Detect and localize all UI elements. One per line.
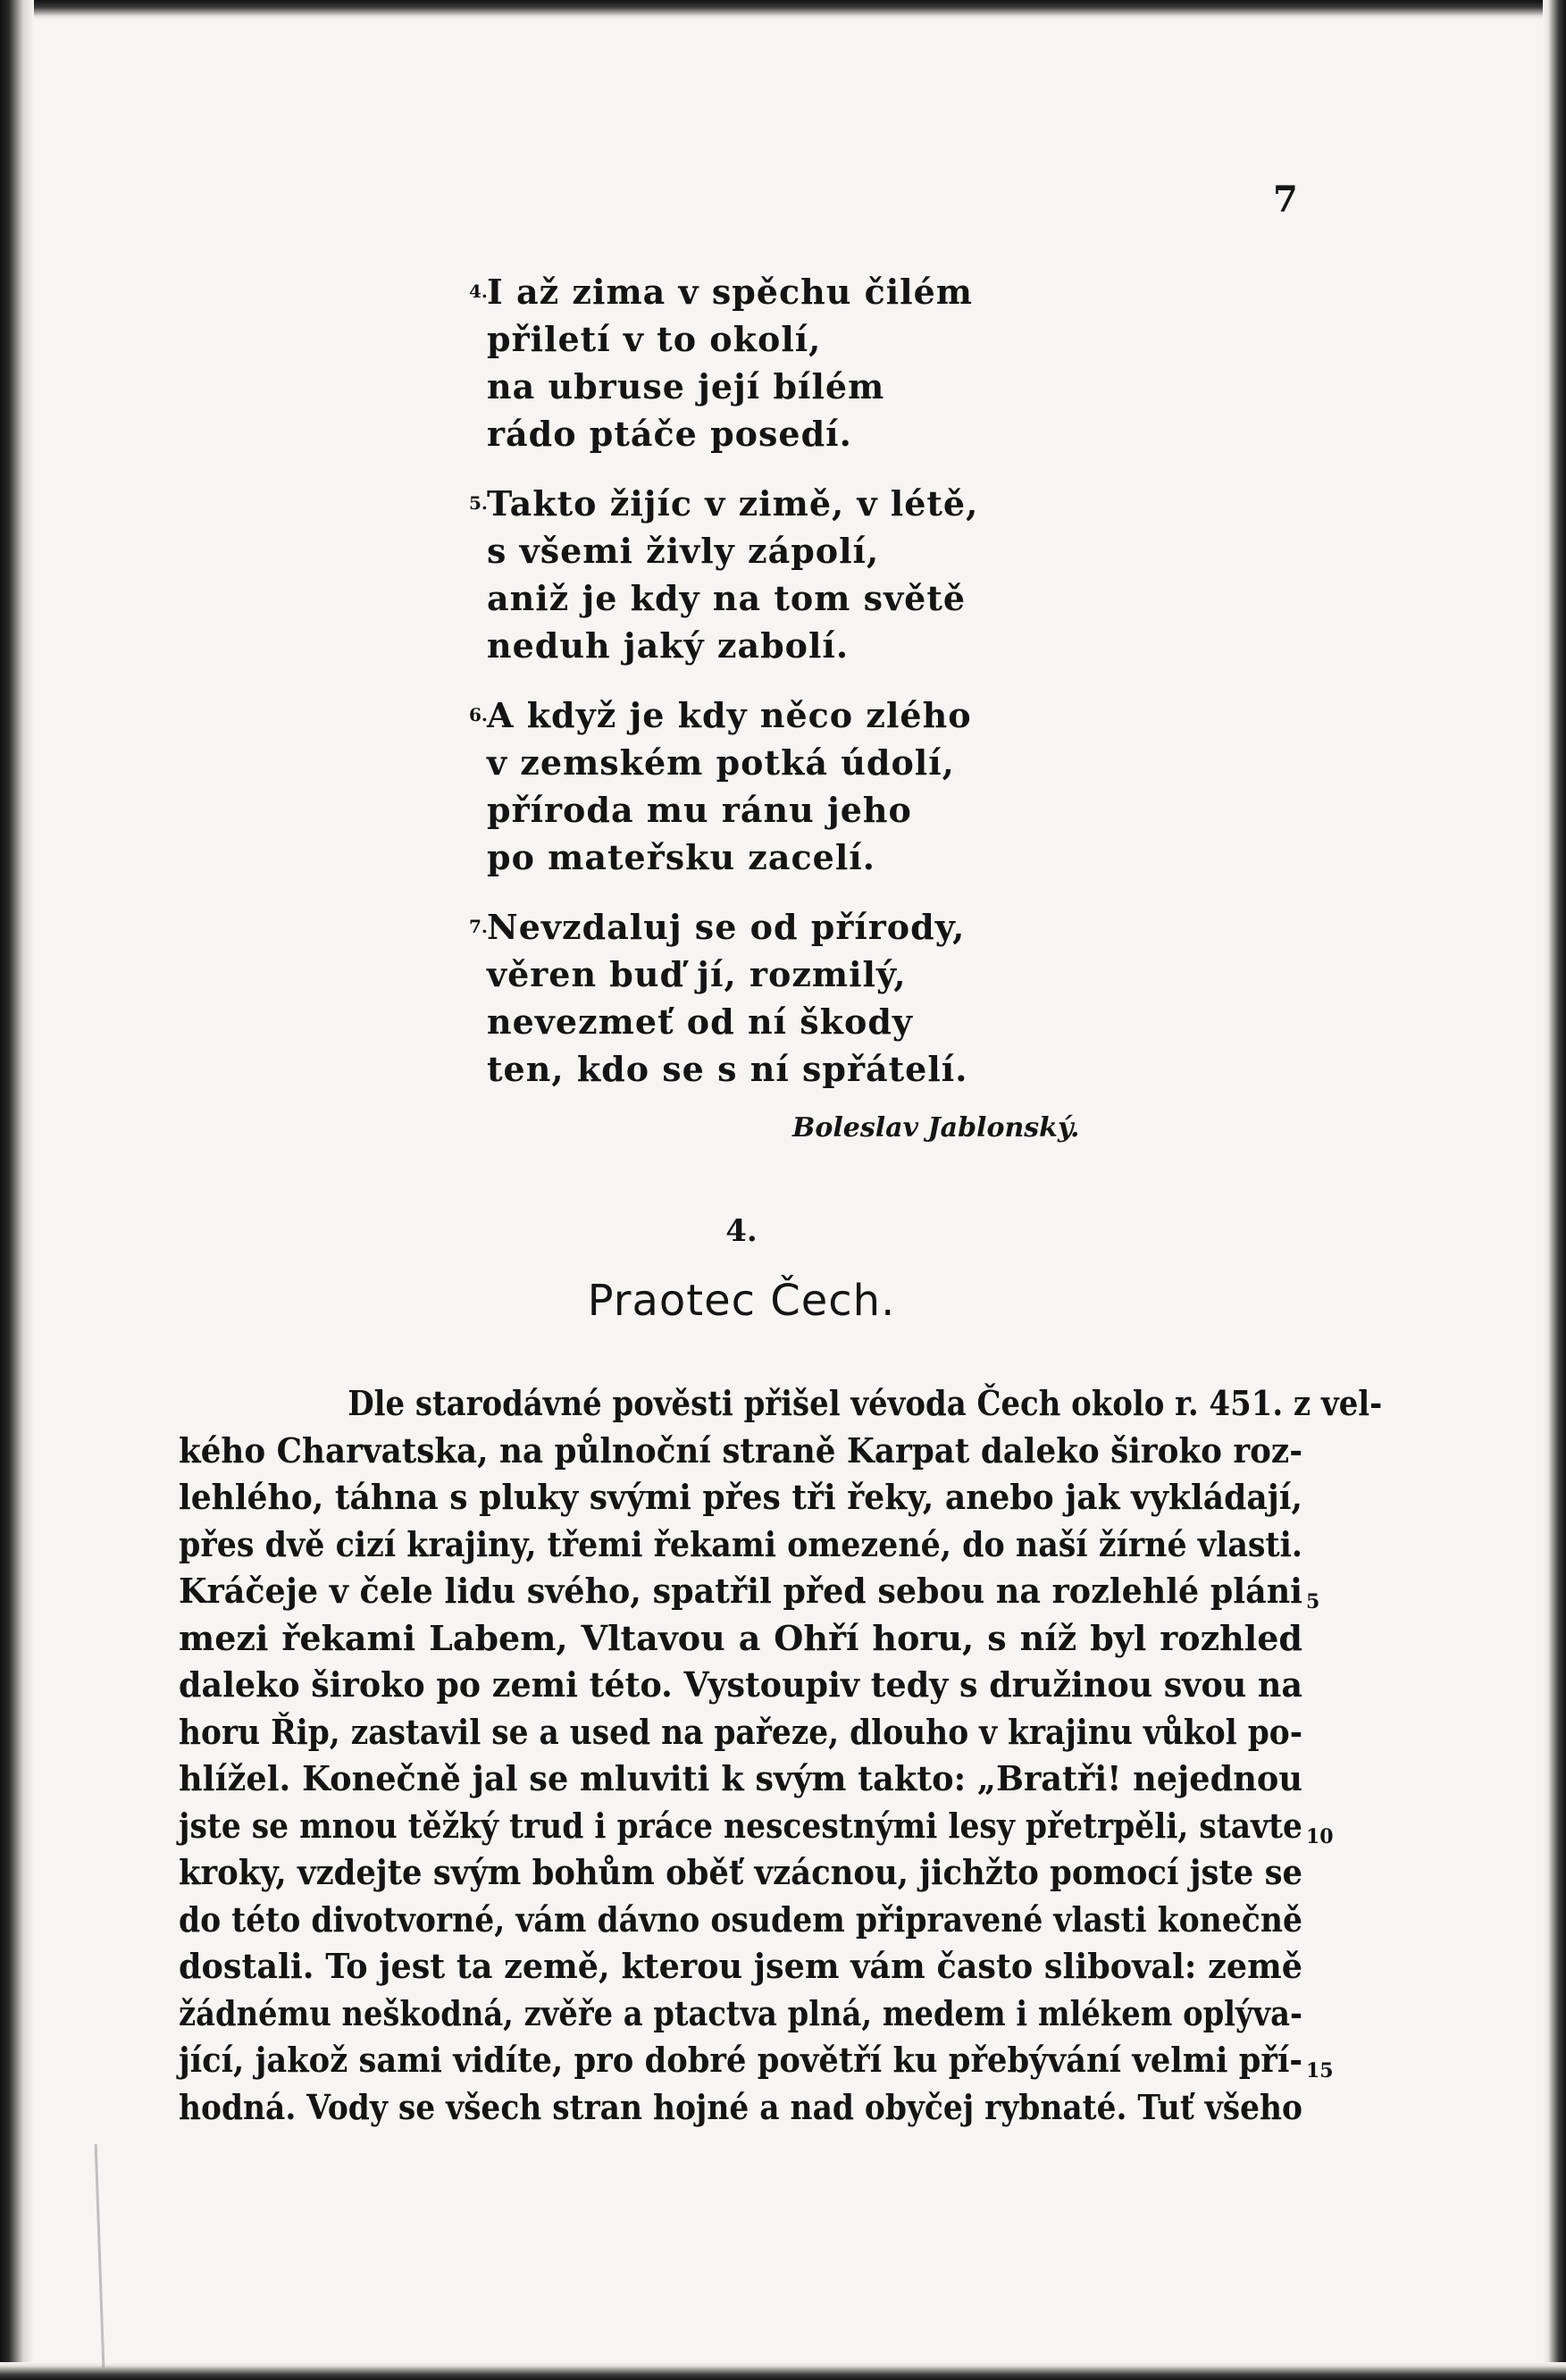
- prose-line: [179, 1428, 1302, 1475]
- prose-line: [179, 1803, 1334, 1850]
- verse-line: věren buď jí, rozmilý,: [487, 954, 907, 994]
- prose-line-text: mezi řekami Labem, Vltavou a Ohří horu, s níž byl rozhled: [179, 1617, 1302, 1658]
- scan-edge-right: [1543, 0, 1566, 2380]
- prose-line-text: kroky, vzdejte svým bohům oběť vzácnou, jichžto pomocí jste se: [179, 1852, 1302, 1892]
- prose-line: [179, 1943, 1302, 1990]
- prose-line: [179, 1568, 1320, 1615]
- prose-line-text: jící, jakož sami vidíte, pro dobré povětří ku přebývání velmi pří-: [179, 2040, 1302, 2080]
- poem: [469, 268, 1130, 1115]
- verse-line: po mateřsku zacelí.: [487, 837, 875, 877]
- stanza-number: 4.: [469, 281, 488, 302]
- prose-line-text: horu Řip, zastavil se a used na pařeze, dlouho v krajinu vůkol po-: [179, 1711, 1302, 1752]
- prose-line: [179, 1615, 1302, 1663]
- scan-edge-top: [0, 0, 1566, 20]
- prose-line-text: daleko široko po zemi této. Vystoupiv tedy s družinou svou na: [179, 1664, 1302, 1705]
- section-title: Praotec Čech.: [587, 1276, 896, 1326]
- verse-line: v zemském potká údolí,: [487, 742, 955, 783]
- prose-line-text: hodná. Vody se všech stran hojné a nad obyčej rybnaté. Tuť všeho: [179, 2086, 1302, 2127]
- stanza-number: 6.: [469, 704, 488, 725]
- prose-line: [179, 1897, 1302, 1944]
- scan-edge-left: [0, 0, 34, 2380]
- prose-line-text: do této divotvorné, vám dávno osudem připravené vlasti konečně: [179, 1898, 1302, 1940]
- verse-line: ten, kdo se s ní spřátelí.: [487, 1049, 968, 1089]
- section-number: 4.: [725, 1213, 758, 1249]
- stanza-number: 7.: [469, 916, 488, 937]
- scan-edge-bottom: [0, 2362, 1566, 2380]
- prose-line: [179, 2084, 1302, 2132]
- prose-line: [179, 1990, 1302, 2038]
- prose-line-text: přes dvě cizí krajiny, třemi řekami omezené, do naší žírné vlasti.: [179, 1523, 1302, 1564]
- prose-line-text: lehlého, táhna s pluky svými přes tři řeky, anebo jak vykládají,: [179, 1477, 1302, 1517]
- page-number: 7: [1273, 179, 1298, 221]
- prose-line-text: Kráčeje v čele lidu svého, spatřil před sebou na rozlehlé pláni: [179, 1571, 1302, 1611]
- poem-author: Boleslav Jablonský.: [792, 1112, 1080, 1144]
- stanza-4: [469, 268, 1130, 457]
- verse-line: aniž je kdy na tom světě: [487, 578, 967, 618]
- prose-line: [179, 2037, 1334, 2084]
- prose-line: [179, 1521, 1302, 1569]
- stanza-5: [469, 480, 1130, 669]
- prose-body: [179, 1380, 1383, 2131]
- line-number: 5: [1306, 1590, 1320, 1613]
- verse-line: neduh jaký zabolí.: [487, 625, 850, 666]
- verse-line: na ubruse její bílém: [487, 366, 885, 406]
- verse-line: A když je kdy něco zlého: [487, 695, 972, 735]
- page-crease: [95, 2144, 105, 2367]
- verse-line: Nevzdaluj se od přírody,: [487, 907, 966, 947]
- prose-line-text: jste se mnou těžký trud i práce nescestnými lesy přetrpěli, stavte: [179, 1805, 1302, 1846]
- verse-line: nevezmeť od ní škody: [487, 1001, 913, 1042]
- prose-line: [179, 1474, 1302, 1521]
- verse-line: příroda mu ránu jeho: [487, 790, 912, 830]
- prose-line-text: Dle starodávné pověsti přišel vévoda Čech okolo r. 451. z vel-: [348, 1383, 1383, 1423]
- verse-line: rádo ptáče posedí.: [487, 414, 852, 454]
- verse-line: přiletí v to okolí,: [487, 319, 822, 359]
- verse-line: I až zima v spěchu čilém: [487, 272, 973, 312]
- prose-line-text: hlížel. Konečně jal se mluviti k svým takto: „Bratři! nejednou: [179, 1758, 1302, 1798]
- stanza-7: [469, 903, 1130, 1093]
- prose-line-text: dostali. To jest ta země, kterou jsem vám často sliboval: země: [179, 1946, 1302, 1986]
- prose-line: [179, 1380, 1383, 1428]
- prose-line: [179, 1662, 1302, 1709]
- line-number: 10: [1306, 1824, 1334, 1848]
- stanza-6: [469, 691, 1130, 881]
- prose-line: [179, 1709, 1302, 1756]
- prose-line-text: kého Charvatska, na půlnoční straně Karpat daleko široko roz-: [179, 1429, 1302, 1471]
- verse-line: s všemi živly zápolí,: [487, 531, 880, 571]
- line-number: 15: [1306, 2059, 1334, 2082]
- stanza-number: 5.: [469, 492, 488, 514]
- verse-line: Takto žijíc v zimě, v létě,: [487, 483, 979, 524]
- prose-line: [179, 1849, 1302, 1897]
- prose-line: [179, 1756, 1302, 1803]
- prose-line-text: žádnému neškodná, zvěře a ptactva plná, medem i mlékem oplýva-: [179, 1992, 1302, 2033]
